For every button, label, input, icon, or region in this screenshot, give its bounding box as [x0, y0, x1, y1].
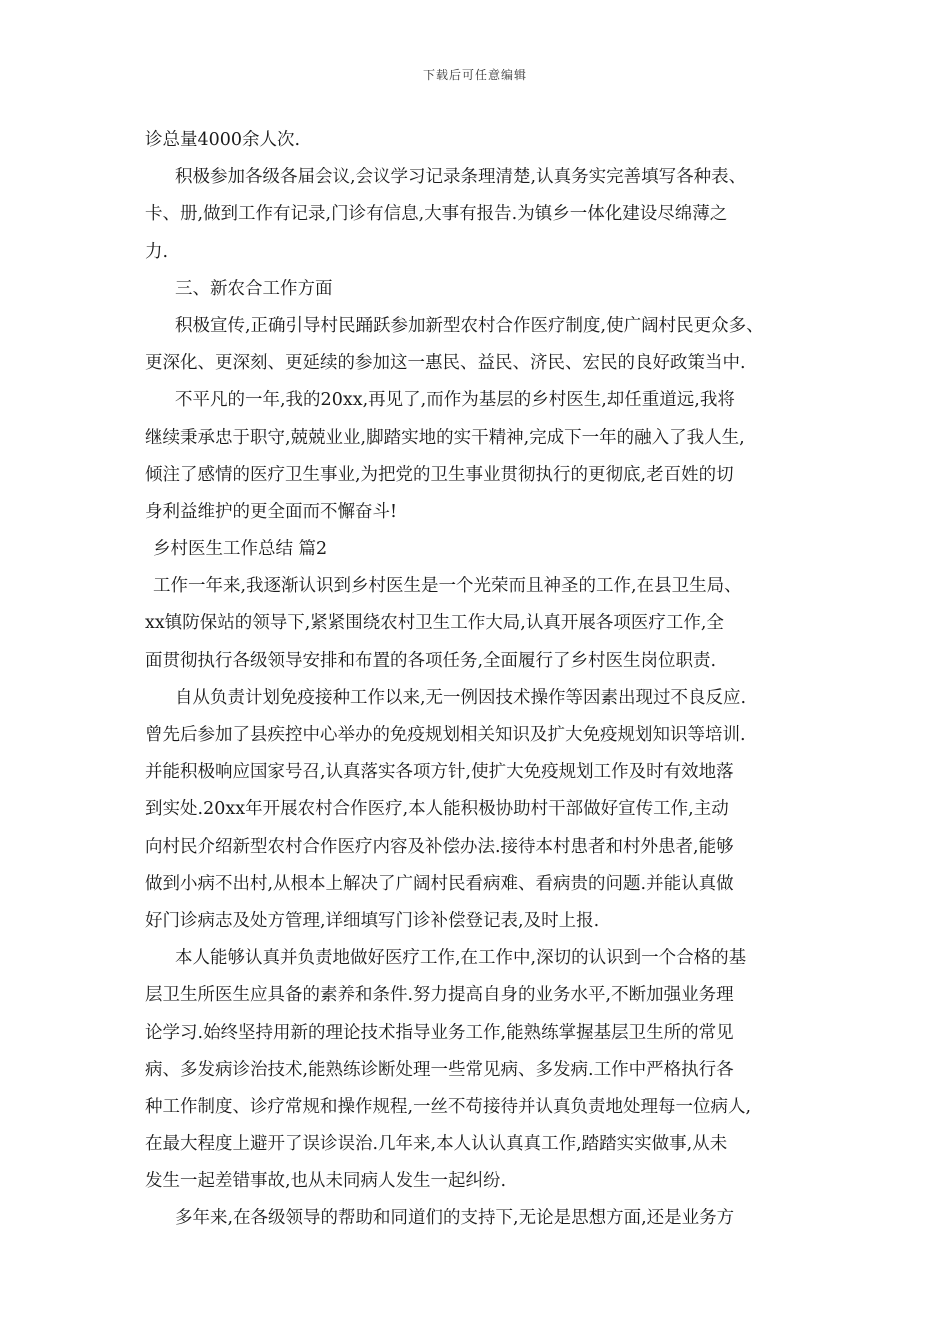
- text-line: 更深化、更深刻、更延续的参加这一惠民、益民、济民、宏民的良好政策当中.: [145, 353, 746, 374]
- text-line: 倾注了感情的医疗卫生事业,为把党的卫生事业贯彻执行的更彻底,老百姓的切: [145, 464, 734, 485]
- text-line: 论学习.始终坚持用新的理论技术指导业务工作,能熟练掌握基层卫生所的常见: [145, 1022, 734, 1043]
- section-heading: 三、新农合工作方面: [175, 278, 333, 299]
- text-line: 层卫生所医生应具备的素养和条件.努力提高自身的业务水平,不断加强业务理: [145, 985, 734, 1006]
- document-body: [145, 122, 815, 1238]
- text-line: 诊总量4000余人次.: [145, 130, 301, 150]
- text-line: 力.: [145, 241, 169, 262]
- text-line: 继续秉承忠于职守,兢兢业业,脚踏实地的实干精神,完成下一年的融入了我人生,: [145, 427, 745, 448]
- paragraph-start-line: 不平凡的一年,我的20xx,再见了,而作为基层的乡村医生,却任重道远,我将: [175, 390, 735, 411]
- text-line: 到实处.20xx年开展农村合作医疗,本人能积极协助村干部做好宣传工作,主动: [145, 799, 729, 820]
- text-line: 做到小病不出村,从根本上解决了广阔村民看病难、看病贵的问题.并能认真做: [145, 873, 734, 894]
- paragraph-start-line: 自从负责计划免疫接种工作以来,无一例因技术操作等因素出现过不良反应.: [175, 687, 747, 708]
- paragraph-start-line: 本人能够认真并负责地做好医疗工作,在工作中,深切的认识到一个合格的基: [175, 948, 747, 969]
- text-line: 向村民介绍新型农村合作医疗内容及补偿办法.接待本村患者和村外患者,能够: [145, 836, 734, 857]
- text-line: 身利益维护的更全面而不懈奋斗!: [145, 501, 398, 522]
- text-line: 曾先后参加了县疾控中心举办的免疫规划相关知识及扩大免疫规划知识等培训.: [145, 725, 746, 745]
- text-line: 病、多发病诊治技术,能熟练诊断处理一些常见病、多发病.工作中严格执行各: [145, 1059, 734, 1080]
- paragraph-start-line: 积极参加各级各届会议,会议学习记录条理清楚,认真务实完善填写各种表、: [175, 167, 747, 188]
- article-title: 乡村医生工作总结 篇2: [153, 539, 328, 560]
- text-line: 并能积极响应国家号召,认真落实各项方针,使扩大免疫规划工作及时有效地落: [145, 762, 734, 783]
- paragraph-start-line: 工作一年来,我逐渐认识到乡村医生是一个光荣而且神圣的工作,在县卫生局、: [153, 576, 742, 597]
- page-header: 下载后可任意编辑: [422, 68, 527, 82]
- text-line: 好门诊病志及处方管理,详细填写门诊补偿登记表,及时上报.: [145, 910, 600, 931]
- paragraph-start-line: 积极宣传,正确引导村民踊跃参加新型农村合作医疗制度,使广阔村民更众多、: [175, 315, 764, 336]
- text-line: 面贯彻执行各级领导安排和布置的各项任务,全面履行了乡村医生岗位职责.: [145, 650, 717, 671]
- text-line: 种工作制度、诊疗常规和操作规程,一丝不苟接待并认真负责地处理每一位病人,: [145, 1096, 752, 1117]
- text-line: 在最大程度上避开了误诊误治.几年来,本人认认真真工作,踏踏实实做事,从未: [145, 1134, 728, 1155]
- text-line: 卡、册,做到工作有记录,门诊有信息,大事有报告.为镇乡一体化建设尽绵薄之: [145, 204, 728, 225]
- paragraph-start-line: 多年来,在各级领导的帮助和同道们的支持下,无论是思想方面,还是业务方: [175, 1208, 735, 1229]
- text-line: xx镇防保站的领导下,紧紧围绕农村卫生工作大局,认真开展各项医疗工作,全: [145, 613, 724, 634]
- text-line: 发生一起差错事故,也从未同病人发生一起纠纷.: [145, 1171, 507, 1192]
